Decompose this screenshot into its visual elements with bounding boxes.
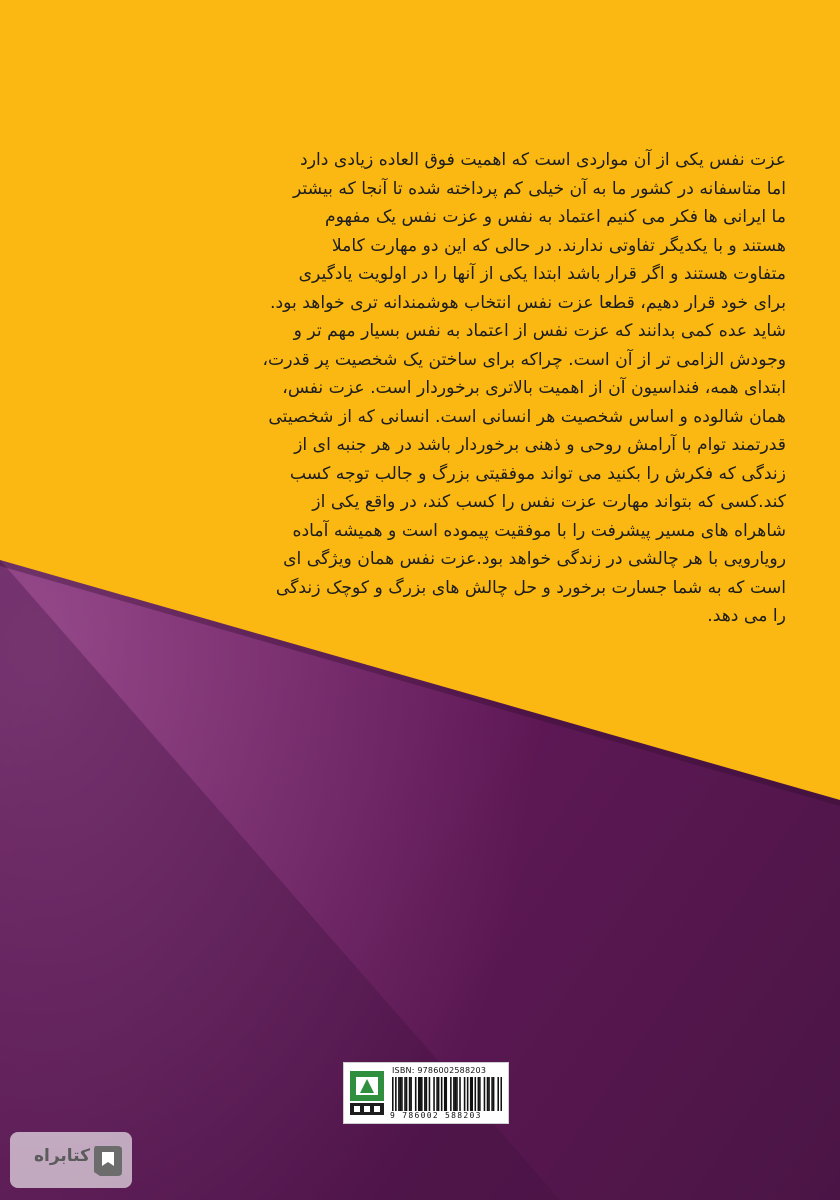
barcode-bar xyxy=(478,1077,480,1111)
back-cover-blurb xyxy=(66,146,786,631)
barcode-bar xyxy=(433,1077,435,1111)
blurb-line: شاید عده کمی بدانند که عزت نفس از اعتماد به نفس بسیار مهم تر و xyxy=(293,321,786,341)
barcode-bar xyxy=(410,1077,412,1111)
blurb-line: قدرتمند توام با آرامش روحی و ذهنی برخوردار باشد در هر جنبه ای از xyxy=(294,435,786,455)
barcode-bar xyxy=(409,1077,411,1111)
isbn-label: ISBN: 9786002588203 xyxy=(392,1066,487,1075)
barcode-bar xyxy=(429,1077,431,1111)
blurb-line: عزت نفس یکی از آن مواردی است که اهمیت فوق العاده زیادی دارد xyxy=(300,150,786,170)
barcode-bar xyxy=(470,1077,472,1111)
barcode-bar xyxy=(475,1077,477,1111)
barcode-bar xyxy=(445,1077,447,1111)
barcode-bar xyxy=(484,1077,486,1111)
blurb-line: برای خود قرار دهیم، قطعا عزت نفس انتخاب هوشمندانه تری خواهد بود. xyxy=(270,292,786,313)
blurb-line: متفاوت هستند و اگر قرار باشد ابتدا یکی از آنها را در اولویت یادگیری xyxy=(298,264,786,284)
blurb-line: رویارویی با هر چالشی در زندگی خواهد بود.عزت نفس همان ویژگی ای xyxy=(283,549,786,569)
barcode-bar xyxy=(424,1077,426,1111)
barcode-bars xyxy=(392,1077,502,1111)
barcode-bar xyxy=(487,1077,489,1111)
ketabrah-watermark xyxy=(10,1132,132,1188)
barcode-bar xyxy=(491,1077,493,1111)
barcode-bar xyxy=(493,1077,495,1111)
ketabrah-logo-icon xyxy=(90,1142,124,1178)
blurb-line: ما ایرانی ها فکر می کنیم اعتماد به نفس و عزت نفس یک مفهوم xyxy=(325,207,786,227)
barcode-bar xyxy=(392,1077,394,1111)
publisher-logo-icon xyxy=(348,1069,386,1117)
watermark-text: کتابراه xyxy=(33,1146,90,1166)
blurb-line: را می دهد. xyxy=(707,606,786,626)
barcode-bar xyxy=(500,1077,502,1111)
blurb-line: همان شالوده و اساس شخصیت هر انسانی است. انسانی که از شخصیتی xyxy=(268,406,786,427)
blurb-line: ابتدای همه، فنداسیون آن از اهمیت بالاتری برخوردار است. عزت نفس، xyxy=(282,378,786,398)
barcode-bar xyxy=(459,1077,461,1111)
barcode-bar xyxy=(453,1077,455,1111)
barcode-bar xyxy=(426,1077,428,1111)
barcode-bar xyxy=(400,1077,402,1111)
barcode-bar xyxy=(421,1077,423,1111)
blurb-line: هستند و با یکدیگر تفاوتی ندارند. در حالی که این دو مهارت کاملا xyxy=(331,235,786,256)
blurb-line: شاهراه های مسیر پیشرفت را با موفقیت پیموده است و همیشه آماده xyxy=(292,520,786,541)
blurb-line: زندگی که فکرش را بکنید می تواند موفقیتی بزرگ و جالب توجه کسب xyxy=(289,463,786,484)
barcode-bar xyxy=(488,1077,490,1111)
barcode-bar xyxy=(441,1077,443,1111)
barcode-bar xyxy=(450,1077,452,1111)
barcode-bar xyxy=(479,1077,481,1111)
barcode-bar xyxy=(444,1077,446,1111)
barcode-bar xyxy=(415,1077,417,1111)
barcode-bar xyxy=(404,1077,406,1111)
barcode-digits: 9 786002 588203 xyxy=(390,1111,482,1120)
barcode-bar xyxy=(464,1077,466,1111)
barcode-bar xyxy=(438,1077,440,1111)
barcode-bar xyxy=(398,1077,400,1111)
barcode-bar xyxy=(406,1077,408,1111)
barcode-bar xyxy=(436,1077,438,1111)
isbn-barcode-box xyxy=(343,1062,509,1124)
blurb-line: اما متاسفانه در کشور ما به آن خیلی کم پرداخته شده تا آنجا که بیشتر xyxy=(292,178,786,199)
barcode-bar xyxy=(418,1077,420,1111)
barcode-bar xyxy=(456,1077,458,1111)
blurb-line: وجودش الزامی تر از آن است. چراکه برای ساختن یک شخصیت پر قدرت، xyxy=(262,349,786,370)
barcode-bar xyxy=(455,1077,457,1111)
barcode-bar xyxy=(471,1077,473,1111)
barcode-bar xyxy=(395,1077,397,1111)
barcode-bar xyxy=(420,1077,422,1111)
blurb-line: کند.کسی که بتواند مهارت عزت نفس را کسب کند، در واقع یکی از xyxy=(312,492,786,512)
barcode-bar xyxy=(401,1077,403,1111)
barcode-bar xyxy=(497,1077,499,1111)
barcode-bar xyxy=(467,1077,469,1111)
blurb-line: است که به شما جسارت برخورد و حل چالش های بزرگ و کوچک زندگی xyxy=(275,577,786,598)
